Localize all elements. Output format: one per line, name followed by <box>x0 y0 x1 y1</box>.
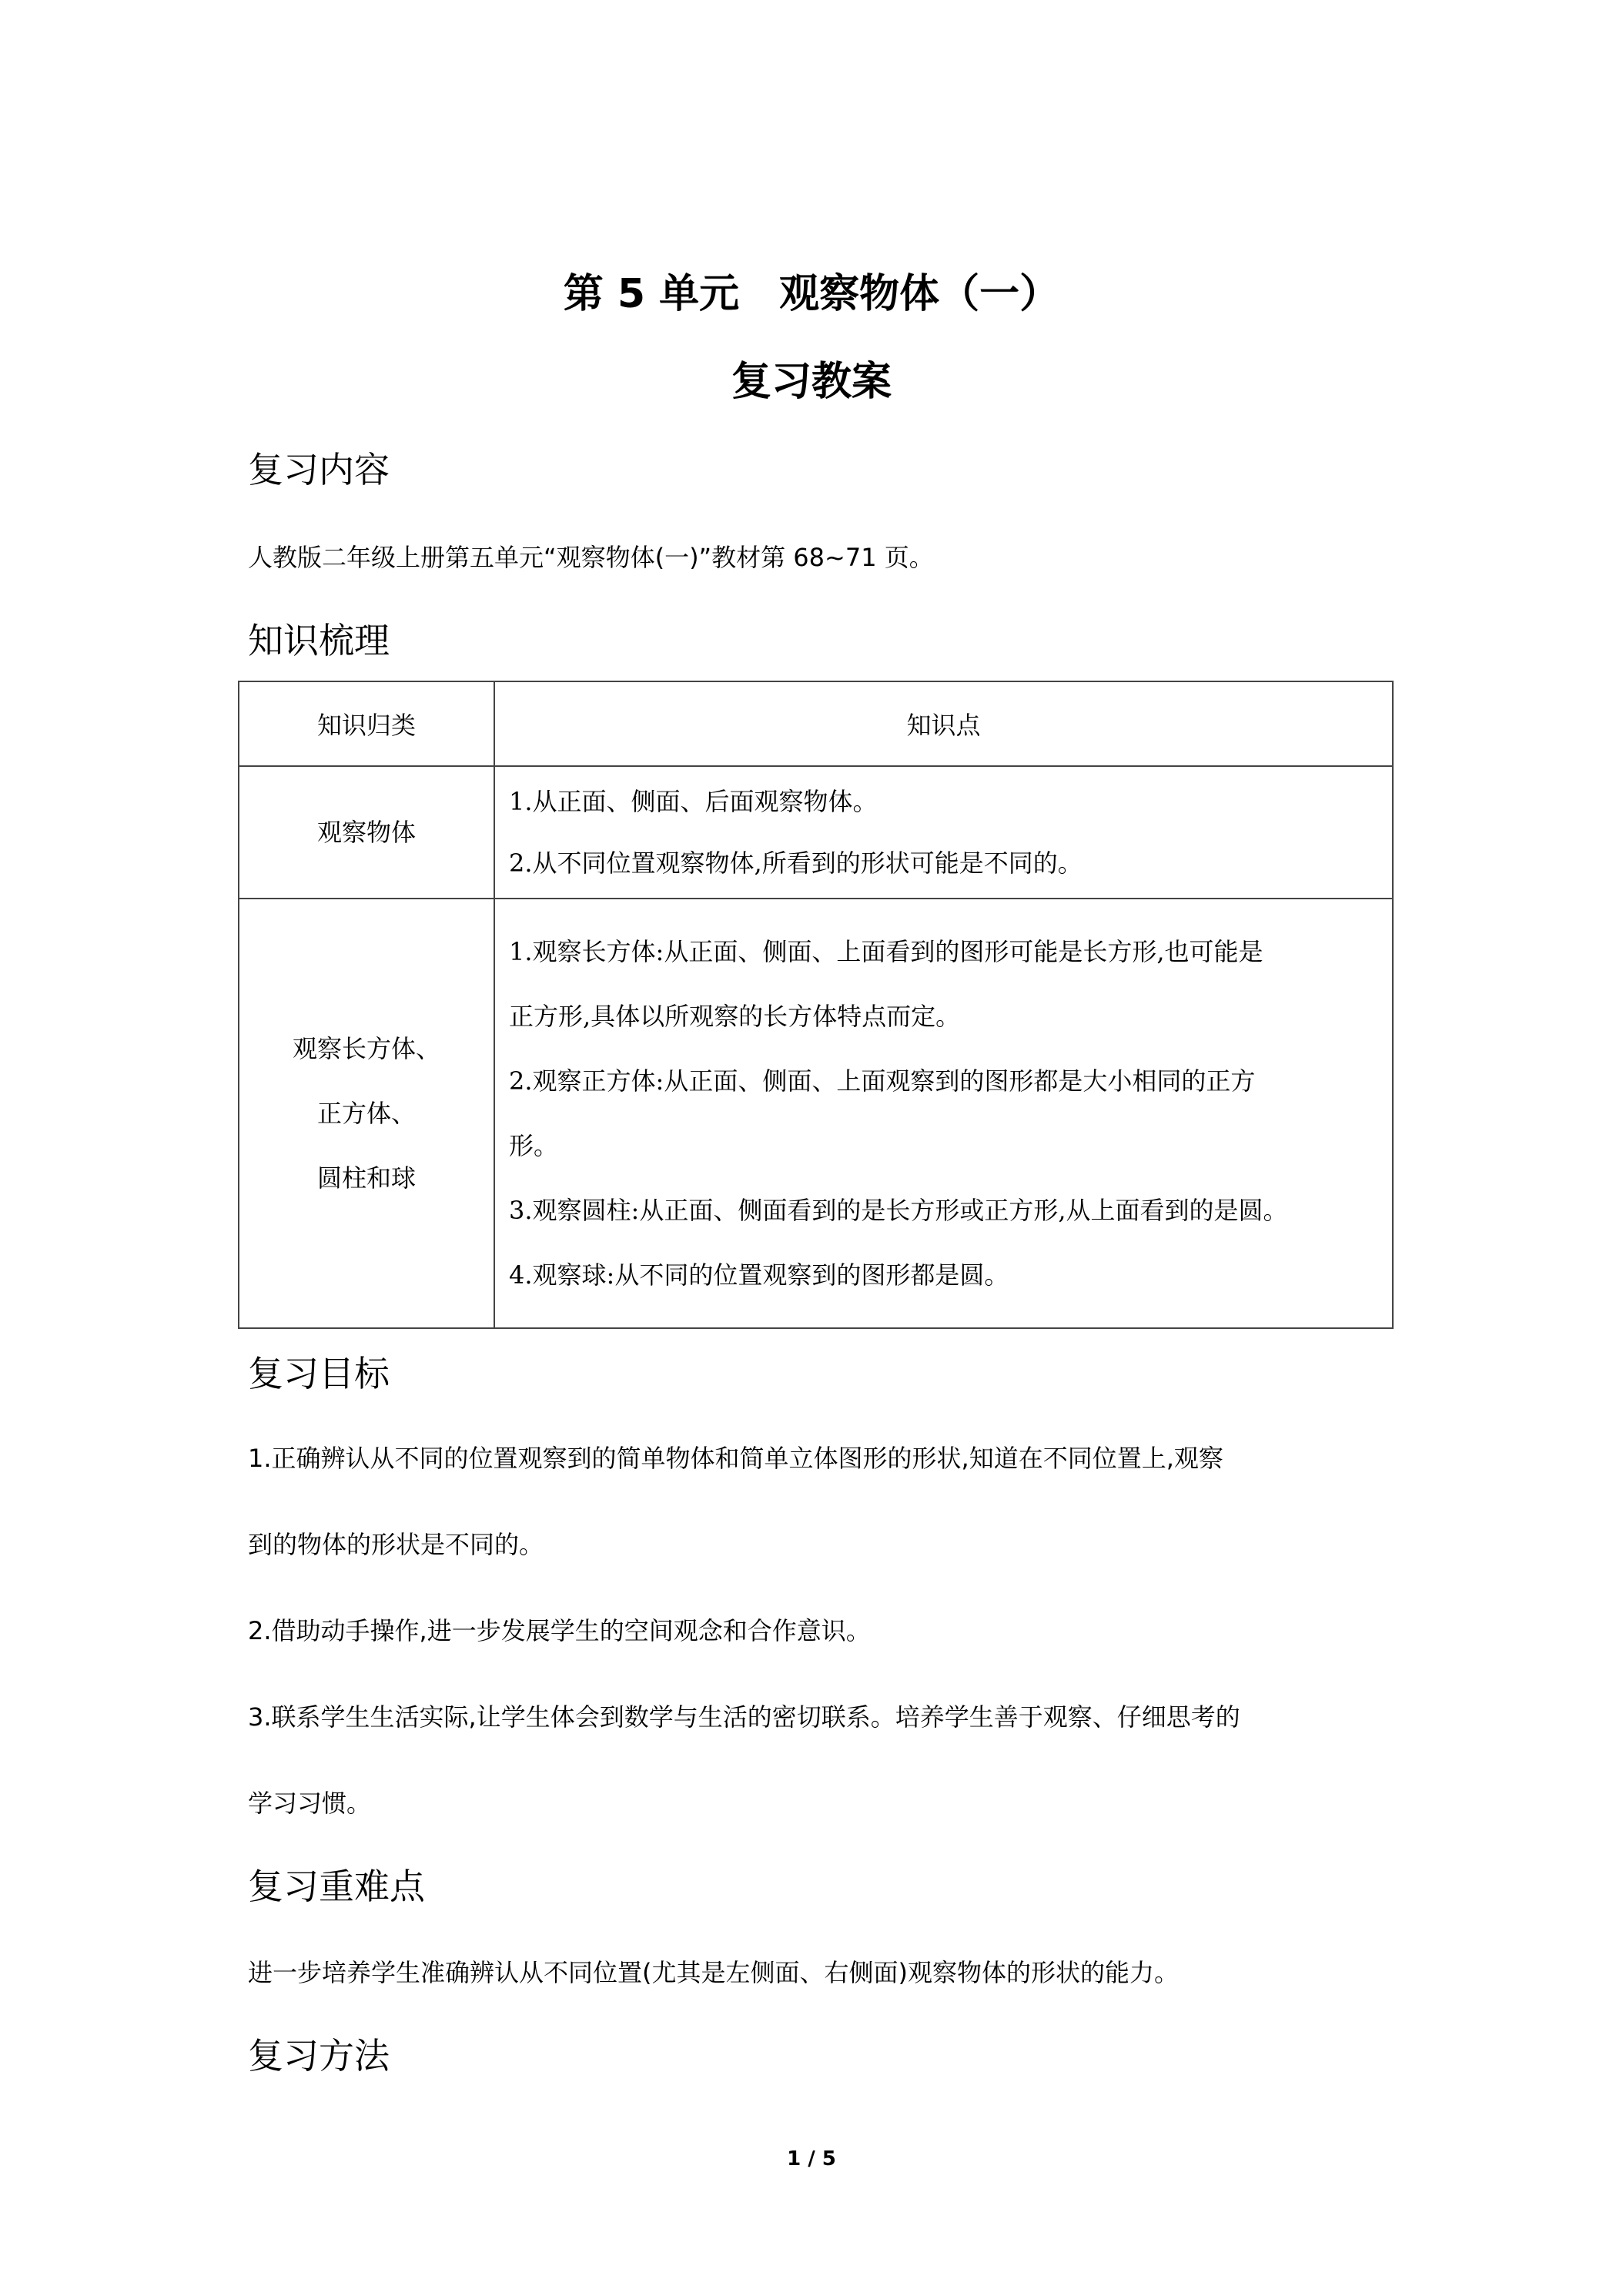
knowledge-point: 3.观察圆柱:从正面、侧面看到的是长方形或正方形,从上面看到的是圆。 <box>509 1196 1288 1225</box>
document-subtitle: 复习教案 <box>731 359 892 405</box>
table-cell-points <box>494 766 1393 899</box>
section-heading-content: 复习内容 <box>248 449 390 490</box>
category-line: 圆柱和球 <box>316 1163 416 1193</box>
table-cell-category <box>239 766 494 899</box>
key-points-text: 进一步培养学生准确辨认从不同位置(尤其是左侧面、右侧面)观察物体的形状的能力。 <box>248 1958 1179 1987</box>
knowledge-point: 正方形,具体以所观察的长方体特点而定。 <box>509 1002 961 1031</box>
table-cell-points <box>494 899 1393 1328</box>
knowledge-point: 2.从不同位置观察物体,所看到的形状可能是不同的。 <box>509 848 1083 878</box>
knowledge-point: 1.观察长方体:从正面、侧面、上面看到的图形可能是长方形,也可能是 <box>509 937 1263 966</box>
document-title: 第 5 单元 观察物体（一） <box>563 271 1060 317</box>
goal-line: 2.借助动手操作,进一步发展学生的空间观念和合作意识。 <box>248 1616 871 1645</box>
knowledge-point: 形。 <box>509 1131 559 1160</box>
table-row <box>239 766 1393 899</box>
goal-line: 学习习惯。 <box>248 1789 372 1818</box>
knowledge-point: 2.观察正方体:从正面、侧面、上面观察到的图形都是大小相同的正方 <box>509 1066 1256 1096</box>
goal-line: 到的物体的形状是不同的。 <box>248 1530 544 1559</box>
knowledge-point: 1.从正面、侧面、后面观察物体。 <box>509 787 878 816</box>
knowledge-point: 4.观察球:从不同的位置观察到的图形都是圆。 <box>509 1260 1009 1290</box>
section-heading-knowledge: 知识梳理 <box>248 620 390 661</box>
knowledge-table <box>238 681 1394 1329</box>
table-header-points: 知识点 <box>494 681 1393 766</box>
category-line: 正方体、 <box>316 1099 416 1128</box>
table-cell-category <box>239 899 494 1328</box>
section-heading-key-points: 复习重难点 <box>248 1866 425 1907</box>
category-line: 观察物体 <box>316 818 416 847</box>
goal-line: 1.正确辨认从不同的位置观察到的简单物体和简单立体图形的形状,知道在不同位置上,观察 <box>248 1444 1223 1473</box>
content-text: 人教版二年级上册第五单元“观察物体(一)”教材第 68~71 页。 <box>248 543 934 572</box>
section-heading-method: 复习方法 <box>248 2035 390 2077</box>
category-line: 观察长方体、 <box>292 1034 440 1063</box>
table-header-category: 知识归类 <box>239 681 494 766</box>
table-header-row <box>239 681 1393 766</box>
goal-line: 3.联系学生生活实际,让学生体会到数学与生活的密切联系。培养学生善于观察、仔细思考的 <box>248 1702 1240 1732</box>
section-heading-goals: 复习目标 <box>248 1353 390 1394</box>
page-number: 1 / 5 <box>787 2147 836 2170</box>
table-row <box>239 899 1393 1328</box>
